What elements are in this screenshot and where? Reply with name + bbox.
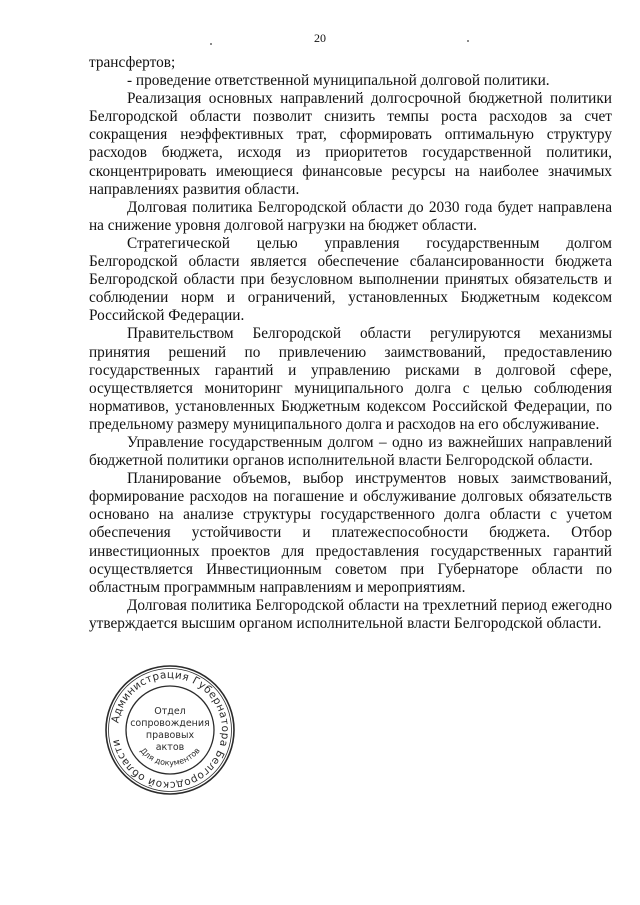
paragraph-debt-policy-item: - проведение ответственной муниципальной долговой политики. [127,72,550,90]
page-number: 20 [314,31,326,45]
paragraph-strategic-goal: Стратегической целью управления государственным долгом Белгородской области является обеспечение сбалансированности бюджета Белгородской области при безусловном выполнении принятых обязательств и соблюдении норм и ограничений, установленных Бюджетным кодексом Российской Федерации. [89,234,612,325]
paragraph-borrowing-planning: Планирование объемов, выбор инструментов новых заимствований, формирование расходов на погашение и обслуживание долговых обязательств основано на анализе структуры государственного долга области с учетом обеспечения устойчивости и платежеспособности бюджета. Отбор инвестиционных проектов для предоставления государственных гарантий осуществляется Инвестиционным советом при Губернаторе области по областным программным направлениям и мероприятиям. [89,470,612,596]
paragraph-budget-policy: Реализация основных направлений долгосрочной бюджетной политики Белгородской области позволит снизить темпы роста расходов за счет сокращения неэффективных трат, сформировать оптимальную структуру расходов бюджета, исходя из приоритетов государственной политики, сконцентрировать имеющиеся финансовые ресурсы на наиболее значимых направлениях развития области. [89,90,612,198]
paragraph-government-mechanisms: Правительством Белгородской области регулируются механизмы принятия решений по привлечению заимствований, предоставлению государственных гарантий и управлению рисками в долговой сфере, осуществляется мониторинг муниципального долга с целью соблюдения нормативов, установленных Бюджетным кодексом Российской Федерации, по предельному размеру муниципального долга и расходов на его обслуживание. [89,325,612,433]
scan-speck [210,43,212,45]
scan-speck [467,40,469,42]
paragraph-debt-management: Управление государственным долгом – одно из важнейших направлений бюджетной политики органов исполнительной власти Белгородской области. [89,433,612,470]
stamp-line-1: Отдел [154,706,186,717]
stamp-seal-icon [104,664,236,796]
paragraph-transfers: трансфертов; [89,54,176,71]
official-stamp [104,664,236,796]
body-text [89,54,612,633]
stamp-bottom-text: Для документов [138,746,202,768]
stamp-outer-text: Администрация Губернатора Белгородской области [109,668,232,792]
stamp-line-3: правовых [145,730,195,741]
stamp-line-2: сопровождения [130,718,210,729]
stamp-line-4: актов [155,742,185,753]
paragraph-annual-approval: Долговая политика Белгородской области на трехлетний период ежегодно утверждается высшим органом исполнительной власти Белгородской области. [89,596,612,632]
paragraph-debt-policy-2030: Долговая политика Белгородской области до 2030 года будет направлена на снижение уровня долговой нагрузки на бюджет области. [89,198,612,234]
